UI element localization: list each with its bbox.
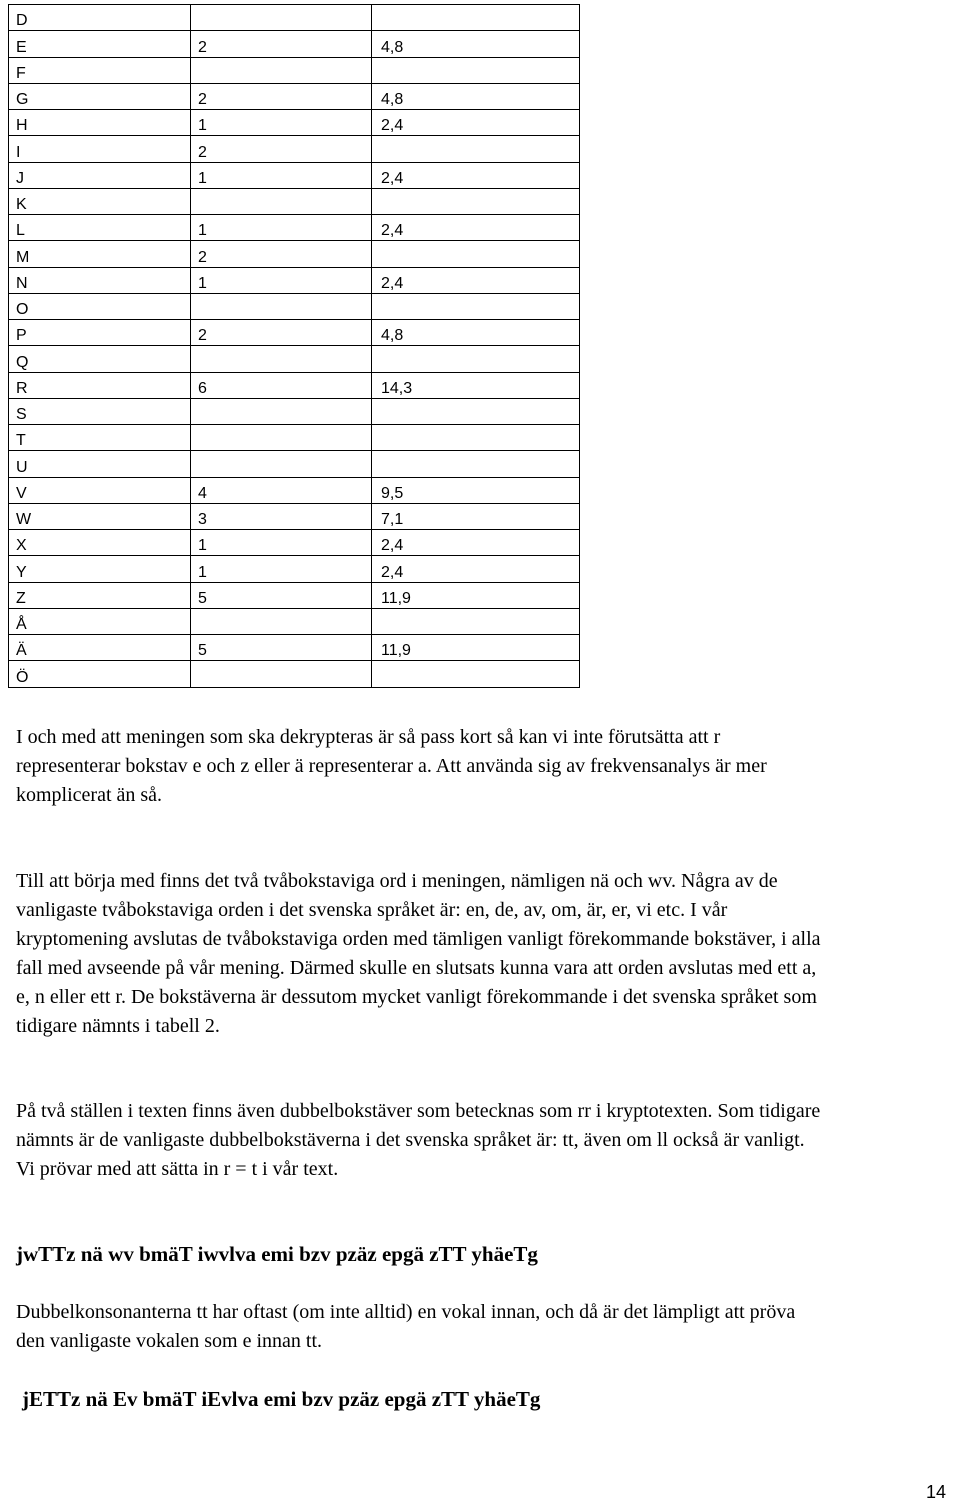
table-row xyxy=(9,398,580,424)
count-cell xyxy=(191,398,372,424)
cipher-text-line-1: jwTTz nä wv bmäT iwvlva emi bzv pzäz epgä zTT yhäeTg xyxy=(16,1242,538,1266)
table-row xyxy=(9,215,580,241)
letter-cell: Ö xyxy=(9,661,191,687)
count-cell xyxy=(191,5,372,31)
count-cell: 6 xyxy=(191,372,372,398)
letter-cell: T xyxy=(9,425,191,451)
table-row xyxy=(9,556,580,582)
table-row xyxy=(9,110,580,136)
frequency-table xyxy=(8,4,580,688)
table-row xyxy=(9,477,580,503)
count-cell: 2 xyxy=(191,320,372,346)
percent-cell xyxy=(372,661,580,687)
letter-cell: Z xyxy=(9,582,191,608)
count-cell: 1 xyxy=(191,215,372,241)
count-cell: 5 xyxy=(191,582,372,608)
count-cell xyxy=(191,451,372,477)
percent-cell: 2,4 xyxy=(372,162,580,188)
letter-cell: O xyxy=(9,293,191,319)
letter-cell: R xyxy=(9,372,191,398)
count-cell xyxy=(191,188,372,214)
letter-cell: G xyxy=(9,83,191,109)
page-number: 14 xyxy=(925,1482,946,1502)
letter-cell: K xyxy=(9,188,191,214)
letter-cell: U xyxy=(9,451,191,477)
percent-cell xyxy=(372,5,580,31)
count-cell: 3 xyxy=(191,503,372,529)
table-row xyxy=(9,372,580,398)
letter-cell: X xyxy=(9,530,191,556)
paragraph-double-letters: På två ställen i texten finns även dubbelbokstäver som betecknas som rr i kryptotexten. Som tidigare nämnts är de vanligaste dubbelbokstäverna i det svenska språket är: tt, även om ll också är vanligt. Vi prövar med att sätta in r = t i vår text. xyxy=(16,1100,821,1180)
letter-cell: M xyxy=(9,241,191,267)
percent-cell xyxy=(372,346,580,372)
letter-cell: W xyxy=(9,503,191,529)
cipher-text-line-2: jETTz nä Ev bmäT iEvlva emi bzv pzäz epgä zTT yhäeTg xyxy=(22,1387,541,1411)
letter-cell: S xyxy=(9,398,191,424)
table-row xyxy=(9,608,580,634)
paragraph-two-letter-words: Till att börja med finns det två tvåbokstaviga ord i meningen, nämligen nä och wv. Några av de vanligaste tvåbokstaviga orden i det svenska språket är: en, de, av, om, är, er, vi etc. I vår kryptomening avslutas de tvåbokstaviga orden med tämligen vanligt förekommande bokstäver, i alla fall med avseende på vår mening. Därmed skulle en slutsats kunna vara att orden avslutas med ett a, e, n eller ett r. De bokstäverna är dessutom mycket vanligt förekommande i det svenska språket som tidigare nämnts i tabell 2. xyxy=(16,870,821,1037)
percent-cell: 2,4 xyxy=(372,556,580,582)
letter-cell: Å xyxy=(9,608,191,634)
count-cell xyxy=(191,346,372,372)
percent-cell: 2,4 xyxy=(372,267,580,293)
table-row xyxy=(9,451,580,477)
table-row xyxy=(9,293,580,319)
table-row xyxy=(9,530,580,556)
count-cell xyxy=(191,57,372,83)
letter-cell: Ä xyxy=(9,635,191,661)
table-row xyxy=(9,188,580,214)
letter-cell: N xyxy=(9,267,191,293)
count-cell: 2 xyxy=(191,241,372,267)
letter-cell: P xyxy=(9,320,191,346)
table-row xyxy=(9,136,580,162)
percent-cell xyxy=(372,188,580,214)
percent-cell xyxy=(372,136,580,162)
count-cell: 4 xyxy=(191,477,372,503)
percent-cell: 2,4 xyxy=(372,110,580,136)
percent-cell: 7,1 xyxy=(372,503,580,529)
percent-cell: 14,3 xyxy=(372,372,580,398)
table-row xyxy=(9,661,580,687)
percent-cell xyxy=(372,608,580,634)
table-row xyxy=(9,425,580,451)
letter-cell: J xyxy=(9,162,191,188)
letter-cell: E xyxy=(9,31,191,57)
letter-cell: V xyxy=(9,477,191,503)
letter-cell: Q xyxy=(9,346,191,372)
count-cell: 2 xyxy=(191,83,372,109)
table-row xyxy=(9,83,580,109)
table-row xyxy=(9,31,580,57)
letter-cell: Y xyxy=(9,556,191,582)
table-row xyxy=(9,503,580,529)
percent-cell xyxy=(372,425,580,451)
percent-cell: 11,9 xyxy=(372,635,580,661)
table-row xyxy=(9,582,580,608)
percent-cell xyxy=(372,241,580,267)
count-cell xyxy=(191,608,372,634)
table-row xyxy=(9,162,580,188)
letter-cell: I xyxy=(9,136,191,162)
percent-cell: 9,5 xyxy=(372,477,580,503)
count-cell: 1 xyxy=(191,267,372,293)
table-row xyxy=(9,5,580,31)
paragraph-double-consonants: Dubbelkonsonanterna tt har oftast (om inte alltid) en vokal innan, och då är det lämpligt att pröva den vanligaste vokalen som e innan tt. xyxy=(16,1301,796,1352)
count-cell: 1 xyxy=(191,556,372,582)
count-cell xyxy=(191,661,372,687)
percent-cell xyxy=(372,451,580,477)
count-cell: 1 xyxy=(191,162,372,188)
percent-cell xyxy=(372,398,580,424)
count-cell: 1 xyxy=(191,110,372,136)
count-cell: 5 xyxy=(191,635,372,661)
letter-cell: D xyxy=(9,5,191,31)
letter-cell: H xyxy=(9,110,191,136)
table-row xyxy=(9,241,580,267)
percent-cell xyxy=(372,293,580,319)
letter-cell: L xyxy=(9,215,191,241)
table-row xyxy=(9,635,580,661)
table-row xyxy=(9,267,580,293)
percent-cell: 4,8 xyxy=(372,83,580,109)
percent-cell xyxy=(372,57,580,83)
count-cell: 2 xyxy=(191,136,372,162)
paragraph-frequency-analysis: I och med att meningen som ska dekrypteras är så pass kort så kan vi inte förutsätta att r representerar bokstav e och z eller ä representerar a. Att använda sig av frekvensanalys är mer komplicerat än så. xyxy=(16,726,767,806)
frequency-table-body xyxy=(9,5,580,688)
count-cell xyxy=(191,293,372,319)
count-cell: 2 xyxy=(191,31,372,57)
table-row xyxy=(9,346,580,372)
count-cell xyxy=(191,425,372,451)
percent-cell: 2,4 xyxy=(372,215,580,241)
percent-cell: 4,8 xyxy=(372,320,580,346)
percent-cell: 11,9 xyxy=(372,582,580,608)
count-cell: 1 xyxy=(191,530,372,556)
table-row xyxy=(9,57,580,83)
table-row xyxy=(9,320,580,346)
percent-cell: 2,4 xyxy=(372,530,580,556)
letter-cell: F xyxy=(9,57,191,83)
percent-cell: 4,8 xyxy=(372,31,580,57)
